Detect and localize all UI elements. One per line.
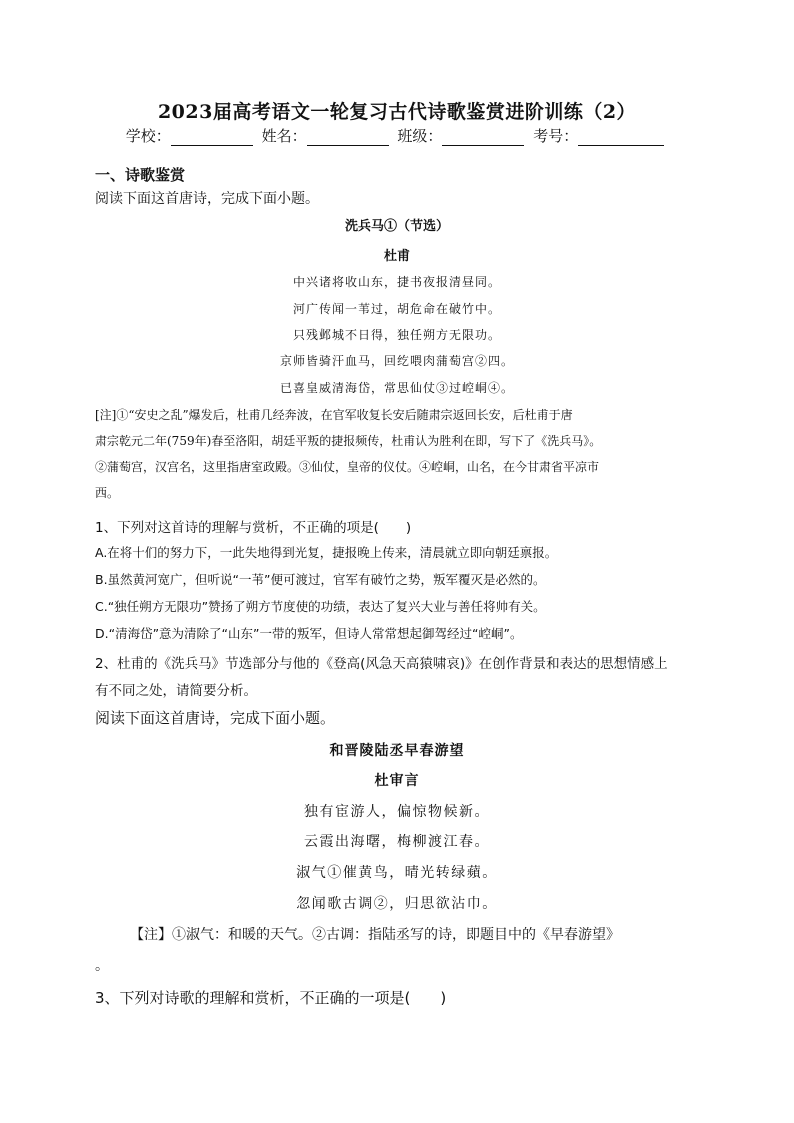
question-1-option-d[interactable]: D.“清海岱”意为清除了“山东”一带的叛军，但诗人常常想起御驾经过“崆峒”。 (95, 626, 523, 641)
name-label: 姓名： (261, 127, 307, 145)
poem2-title: 和晋陵陆丞早春游望 (329, 743, 465, 759)
question-1-option-b[interactable]: B.虽然黄河宽广，但听说“一苇”便可渡过，官军有破竹之势，叛军覆灭是必然的。 (95, 572, 546, 587)
question-2-line-2: 有不同之处，请简要分析。 (95, 683, 257, 699)
intro-text-1: 阅读下面这首唐诗，完成下面小题。 (95, 191, 319, 207)
poem1-note-line: 西。 (95, 486, 120, 500)
poem1-line: 中兴诸将收山东，捷书夜报清昼同。 (292, 275, 501, 289)
poem1-title: 洗兵马①（节选） (344, 219, 449, 234)
school-label: 学校： (125, 127, 171, 145)
question-1-stem: 1、下列对这首诗的理解与赏析，不正确的项是( ) (95, 520, 412, 536)
poem1-note-line: 肃宗乾元二年(759年)春至洛阳，胡廷平叛的捷报频传，杜甫认为胜利在即，写下了《洗兵马》。 (95, 434, 602, 448)
poem1-line: 只残邺城不日得，独任朔方无限功。 (292, 328, 501, 342)
poem1-notes (95, 402, 703, 506)
document-title: 2023届高考语文一轮复习古代诗歌鉴赏进阶训练（2） (157, 101, 637, 123)
number-label: 考号： (533, 127, 579, 145)
question-2-line-1: 2、杜甫的《洗兵马》节选部分与他的《登高(风急天高猿啸哀)》在创作背景和表达的思想情感上 (95, 656, 668, 672)
poem1-note-line: [注]①“安史之乱”爆发后，杜甫几经奔波，在官军收复长安后随肃宗返回长安，后杜甫于唐 (95, 408, 573, 422)
poem2-author: 杜审言 (374, 773, 420, 789)
question-1-option-c[interactable]: C.“独任朔方无限功”赞扬了朔方节度使的功绩，表达了复兴大业与善任将帅有关。 (95, 599, 546, 614)
poem2-note: 【注】①淑气：和暖的天气。②古调：指陆丞写的诗，即题目中的《早春游望》 (130, 927, 620, 943)
class-blank[interactable] (442, 129, 524, 146)
section-heading: 一、诗歌鉴赏 (95, 166, 186, 184)
question-1-option-a[interactable]: A.在将十们的努力下，一此失地得到光复，捷报晚上传来，清晨就立即向朝廷禀报。 (95, 545, 558, 560)
poem2-note-end: 。 (95, 958, 109, 974)
poem2-line: 淑气①催黄鸟，晴光转绿蘋。 (296, 865, 498, 881)
poem2-line: 云霞出海曙，梅柳渡江春。 (304, 834, 490, 850)
intro-text-2: 阅读下面这首唐诗，完成下面小题。 (95, 709, 336, 727)
question-3-stem: 3、下列对诗歌的理解和赏析，不正确的一项是( ) (95, 989, 447, 1007)
student-info-line (0, 125, 794, 146)
school-blank[interactable] (171, 129, 253, 146)
poem1-line: 河广传闻一苇过，胡危命在破竹中。 (292, 302, 501, 316)
poem1-note-line: ②蒲萄宫，汉宫名，这里指唐室政殿。③仙仗，皇帝的仪仗。④崆峒，山名，在今甘肃省平凉市 (95, 460, 600, 474)
name-blank[interactable] (307, 129, 389, 146)
poem1-author: 杜甫 (383, 249, 410, 264)
poem2-line: 忽闻歌古调②，归思欲沾巾。 (296, 896, 498, 912)
number-blank[interactable] (578, 129, 664, 146)
poem1-line: 京师皆骑汗血马，回纥喂肉蒲萄宫②四。 (279, 354, 514, 368)
poem2-line: 独有宦游人，偏惊物候新。 (304, 804, 490, 820)
poem1-line: 已喜皇威清海岱，常思仙仗③过崆峒④。 (279, 381, 514, 395)
class-label: 班级： (397, 127, 443, 145)
